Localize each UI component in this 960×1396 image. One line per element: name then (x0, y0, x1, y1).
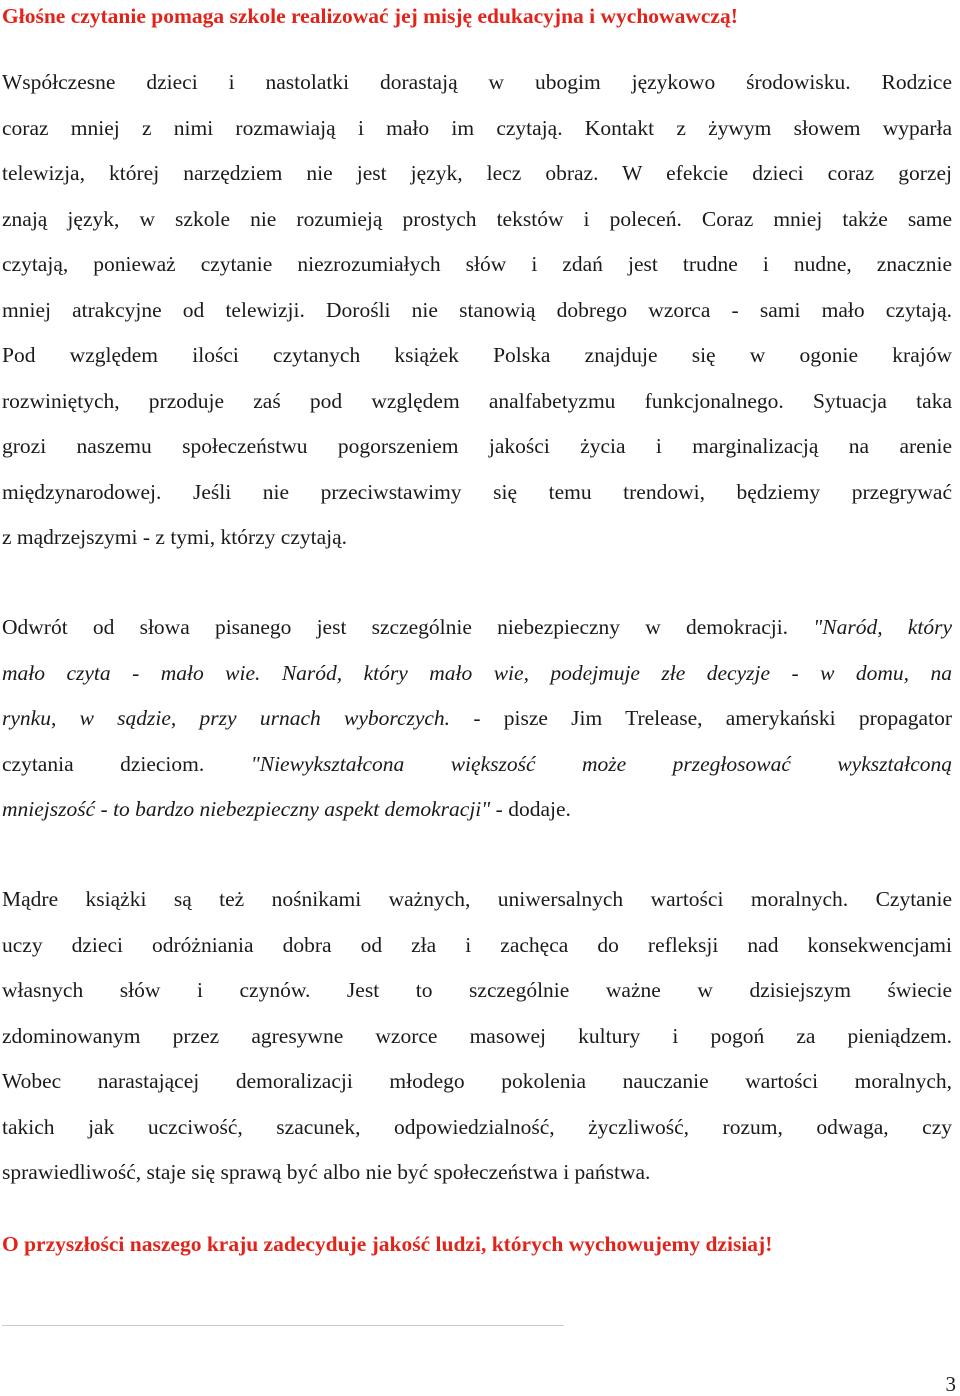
paragraph-1-line: mniej atrakcyjne od telewizji. Dorośli nie stanowią dobrego wzorca - sami mało czytają. (2, 297, 952, 322)
heading-bottom: O przyszłości naszego kraju zadecyduje jakość ludzi, których wychowujemy dzisiaj! (2, 1232, 773, 1256)
paragraph-3-line: sprawiedliwość, staje się sprawą być albo nie być społeczeństwa i państwa. (2, 1160, 651, 1184)
quote-italic: "Naród, który (813, 615, 953, 639)
paragraph-3-line: Wobec narastającej demoralizacji młodego pokolenia nauczanie wartości moralnych, (2, 1069, 952, 1093)
paragraph-2-line (2, 605, 952, 651)
text-plain: - pisze Jim Trelease, amerykański propagator (450, 706, 952, 730)
paragraph-3-line: własnych słów i czynów. Jest to szczególnie ważne w dzisiejszym świecie (2, 978, 952, 1002)
heading-top: Głośne czytanie pomaga szkole realizować jej misję edukacyjna i wychowawczą! (2, 4, 738, 28)
text-plain: - dodaje. (490, 797, 571, 821)
quote-italic: rynku, w sądzie, przy urnach wyborczych. (2, 706, 451, 730)
paragraph-3-line: uczy dzieci odróżniania dobra od zła i zachęca do refleksji nad konsekwencjami (2, 932, 952, 957)
footnote-divider (2, 1325, 564, 1326)
paragraph-1 (2, 60, 952, 561)
paragraph-3-line: zdominowanym przez agresywne wzorce masowej kultury i pogoń za pieniądzem. (2, 1023, 952, 1048)
paragraph-3-line: Mądre książki są też nośnikami ważnych, uniwersalnych wartości moralnych. Czytanie (2, 887, 952, 911)
paragraph-1-line: znają język, w szkole nie rozumieją prostych tekstów i poleceń. Coraz mniej także same (2, 206, 952, 231)
text-plain: czytania dzieciom. (2, 751, 251, 776)
quote-italic: mało czyta - mało wie. Naród, który mało wie, podejmuje złe decyzje - w domu, na (2, 660, 952, 685)
quote-italic: mniejszość - to bardzo niebezpieczny aspekt demokracji" (2, 797, 491, 821)
paragraph-1-line: Współczesne dzieci i nastolatki dorastają w ubogim językowo środowisku. Rodzice (2, 70, 952, 94)
paragraph-2-line (2, 787, 952, 833)
paragraph-2-line (2, 742, 952, 788)
quote-italic: "Niewykształcona większość może przegłosować wykształconą (250, 751, 952, 776)
paragraph-1-line: Pod względem ilości czytanych książek Polska znajduje się w ogonie krajów (2, 343, 952, 367)
paragraph-1-line: międzynarodowej. Jeśli nie przeciwstawimy się temu trendowi, będziemy przegrywać (2, 479, 952, 504)
paragraph-3-line: takich jak uczciwość, szacunek, odpowiedzialność, życzliwość, rozum, odwaga, czy (2, 1114, 952, 1139)
paragraph-3 (2, 877, 952, 1196)
paragraph-2 (2, 605, 952, 833)
paragraph-1-line: telewizja, której narzędziem nie jest język, lecz obraz. W efekcie dzieci coraz gorzej (2, 161, 952, 185)
page-number: 3 (945, 1372, 956, 1396)
paragraph-2-line (2, 696, 952, 742)
paragraph-1-line: coraz mniej z nimi rozmawiają i mało im czytają. Kontakt z żywym słowem wyparła (2, 115, 952, 140)
paragraph-1-line: czytają, ponieważ czytanie niezrozumiałych słów i zdań jest trudne i nudne, znacznie (2, 252, 952, 276)
paragraph-2-line (2, 651, 952, 697)
paragraph-1-line: z mądrzejszymi - z tymi, którzy czytają. (2, 525, 348, 549)
paragraph-1-line: grozi naszemu społeczeństwu pogorszeniem jakości życia i marginalizacją na arenie (2, 434, 952, 458)
text-plain: Odwrót od słowa pisanego jest szczególnie niebezpieczny w demokracji. (2, 615, 814, 639)
paragraph-1-line: rozwiniętych, przoduje zaś pod względem analfabetyzmu funkcjonalnego. Sytuacja taka (2, 388, 952, 413)
